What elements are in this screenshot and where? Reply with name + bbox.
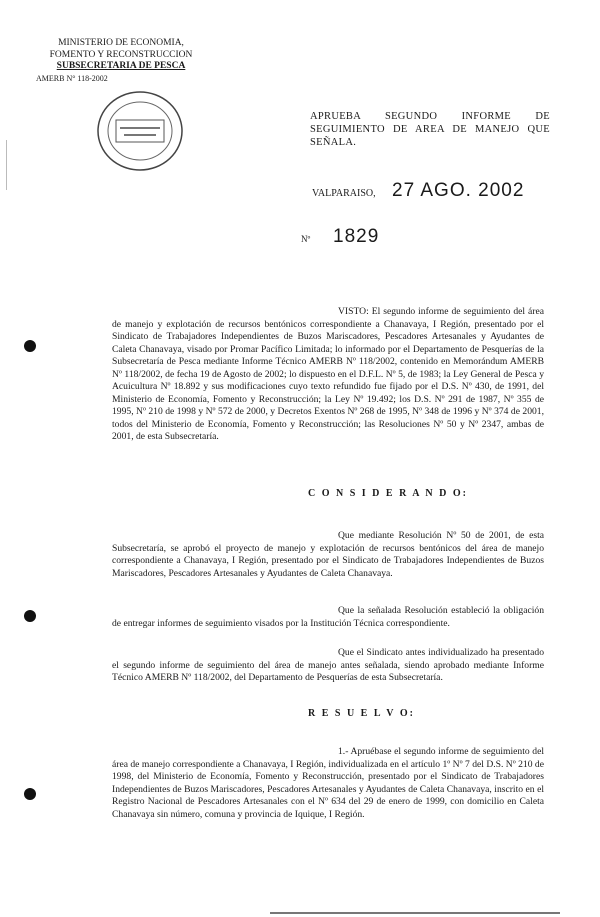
date-stamp: 27 AGO. 2002 [392,180,525,201]
resolution-number-label: Nº [301,234,311,244]
place-label: VALPARAISO, [312,188,376,199]
considerando-paragraph-1 [112,530,544,580]
resuelvo-1-text: 1.- Apruébase el segundo informe de seguimiento del área de manejo correspondiente a Chanavaya, I Región, individualizada en el artículo 1º Nº 7 del D.S. Nº 210 de 1998, del Ministerio de Economía, Fomento y Reconstrucción, presentado por el Sindicato de Trabajadores Independientes de Buzos Mariscadores, Pescadores Artesanales y Ayudantes de Caleta Chanavaya, inscrito en el Registro Nacional de Pescadores Artesanales con el Nº 634 del 29 de enero de 1999, con domicilio en Caleta Chanavaya sin número, comuna y provincia de Iquique, I Región. [112,746,544,820]
binder-hole [24,788,36,800]
considerando-1-text: Que mediante Resolución Nº 50 de 2001, de esta Subsecretaría, se aprobó el proyecto de manejo y explotación de recursos bentónicos del área de manejo correspondiente a Chanavaya, I Región, presentado por el Sindicato de Trabajadores Independientes de Buzos Mariscadores, Pescadores Artesanales y Ayudantes de Caleta Chanavaya. [112,530,544,579]
resuelvo-heading: R E S U E L V O: [308,708,415,719]
letterhead-reference: AMERB N° 118-2002 [36,73,108,83]
resuelvo-paragraph-1 [112,746,544,821]
scan-edge-mark [6,140,7,190]
document-subject: APRUEBA SEGUNDO INFORME DE SEGUIMIENTO DE AREA DE MANEJO QUE SEÑALA. [310,111,550,148]
official-seal-stamp [94,88,186,174]
considerando-heading: C O N S I D E R A N D O: [308,488,468,499]
considerando-paragraph-2 [112,605,544,630]
considerando-3-text: Que el Sindicato antes individualizado ha presentado el segundo informe de seguimiento del área de manejo antes señalada, siendo aprobado mediante Informe Técnico AMERB Nº 118/2002, del Departamento de Pesquerías de esta Subsecretaría. [112,647,544,683]
binder-hole [24,610,36,622]
visto-paragraph [112,306,544,444]
letterhead-ministry-2: FOMENTO Y RECONSTRUCCION [49,49,193,60]
resolution-number: 1829 [333,226,380,247]
considerando-2-text: Que la señalada Resolución estableció la obligación de entregar informes de seguimiento visados por la Institución Técnica correspondiente. [112,605,544,629]
considerando-paragraph-3 [112,647,544,685]
letterhead [36,38,206,84]
letterhead-subsecretaria: SUBSECRETARIA DE PESCA [56,61,186,71]
visto-lead: VISTO: [338,306,369,317]
visto-text: El segundo informe de seguimiento del área de manejo y explotación de recursos bentónicos correspondiente a Chanavaya, I Región, presentado por el Sindicato de Trabajadores Independientes de Buzos Mariscadores, Pescadores Artesanales y Ayudantes de Caleta Chanavaya, visado por Promar Pacífico Limitada; lo informado por el Departamento de Pesquerías de la Subsecretaría de Pesca mediante Informe Técnico AMERB Nº 118/2002, contenido en Memorándum AMERB Nº 118/2002, de fecha 19 de Agosto de 2002; lo dispuesto en el D.F.L. Nº 5, de 1983; la Ley General de Pesca y Acuicultura Nº 18.892 y sus modificaciones cuyo texto refundido fue fijado por el D.S. Nº 430, de 1991, del Ministerio de Economía, Fomento y Reconstrucción; la Ley Nº 19.492; los D.S. Nº 291 de 1987, Nº 355 de 1995, Nº 210 de 1998 y Nº 572 de 2000, y Decretos Exentos Nº 268 de 1995, Nº 348 de 1996 y Nº 374 de 2001, todos del Ministerio de Economía, Fomento y Reconstrucción; las Resoluciones Nº 50 y Nº 2347, ambas de 2001, de esta Subsecretaría. [112,306,544,442]
letterhead-ministry: MINISTERIO DE ECONOMIA, [58,38,184,48]
page-bottom-edge [270,912,560,914]
binder-hole [24,340,36,352]
